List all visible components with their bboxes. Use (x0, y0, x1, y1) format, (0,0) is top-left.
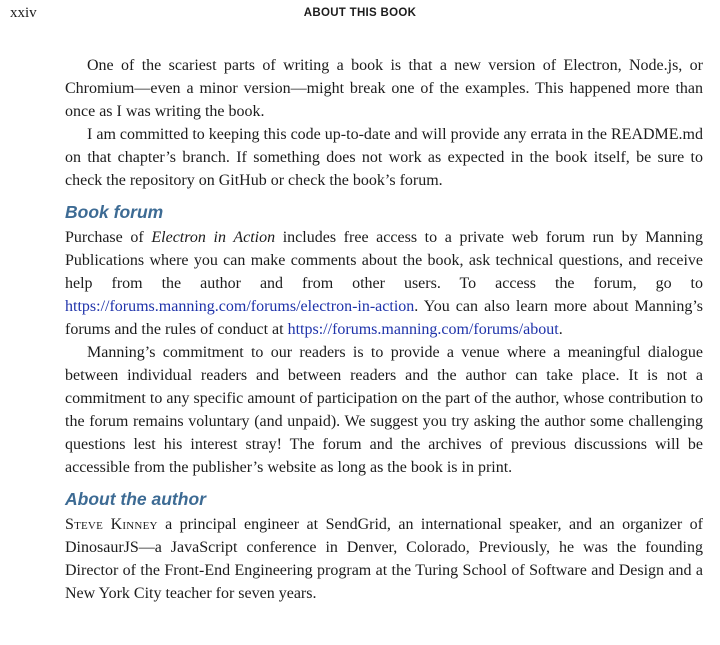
paragraph (65, 513, 703, 605)
hyperlink[interactable]: https://forums.manning.com/forums/about (287, 321, 559, 338)
text-run: includes free access to a private web forum run by Manning Publications where you can make comments about the book, ask technical questions, and receive help from the author and from other users. To access the forum, go to (65, 229, 703, 292)
running-head: ABOUT THIS BOOK (303, 7, 417, 19)
page-header (0, 5, 720, 25)
text-run: Manning’s commitment to our readers is to provide a venue where a meaningful dialogue between individual readers and between readers and the author can take place. It is not a commitment to any specific amount of participation on the part of the author, whose contribution to the forum remains voluntary (and unpaid). We suggest you try asking the author some challenging questions lest his interest stray! The forum and the archives of previous discussions will be accessible from the publisher’s website as long as the book is in print. (65, 344, 703, 476)
text-run: I am committed to keeping this code up-to-date and will provide any errata in the README.md on that chapter’s branch. If something does not work as expected in the book itself, be sure to check the repository on GitHub or check the book’s forum. (65, 126, 703, 189)
page-body (65, 54, 703, 605)
section-heading: About the author (65, 489, 206, 509)
book-title-italic: Electron in Action (151, 229, 276, 246)
paragraph (65, 226, 703, 341)
hyperlink[interactable]: https://forums.manning.com/forums/electron-in-action (65, 298, 415, 315)
text-run: a principal engineer at SendGrid, an international speaker, and an organizer of DinosaurJS—a JavaScript conference in Denver, Colorado, Previously, he was the founding Director of the Front-End Engineering program at the Turing School of Software and Design and a New York City teacher for seven years. (65, 516, 704, 602)
section-heading: Book forum (65, 202, 164, 222)
paragraph (65, 341, 703, 479)
text-run: One of the scariest parts of writing a book is that a new version of Electron, Node.js, or Chromium—even a minor version—might break one of the examples. This happened more than once as I was writing the book. (65, 57, 703, 120)
page-number: xxiv (10, 5, 37, 21)
author-name-smallcaps: Steve Kinney (65, 516, 158, 533)
text-run: Purchase of (65, 229, 152, 246)
text-run: . (558, 321, 563, 338)
paragraph (65, 54, 703, 123)
paragraph (65, 123, 703, 192)
text-run: . You can also learn more about Manning’s forums and the rules of conduct at (65, 298, 703, 338)
